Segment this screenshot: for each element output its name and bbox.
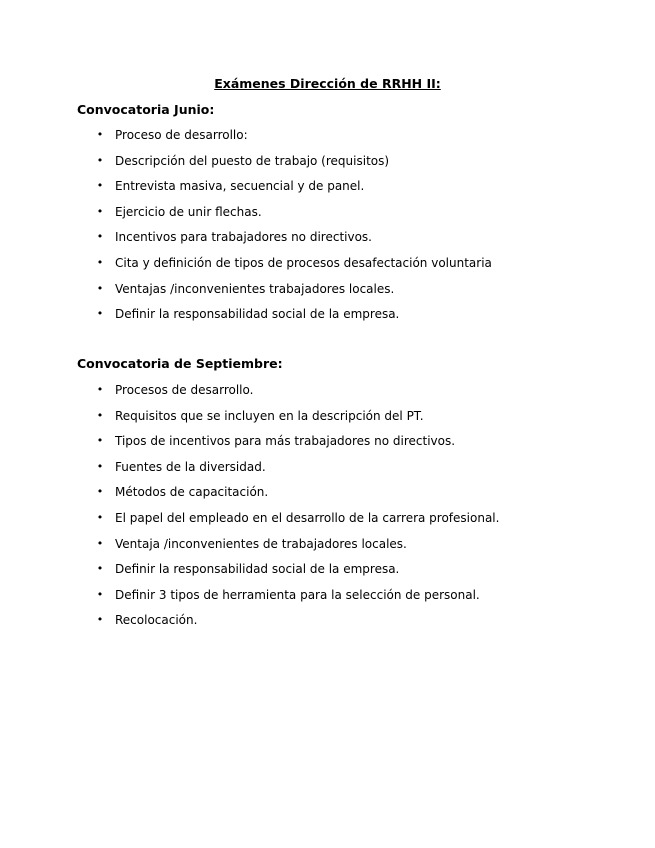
list-item-text: Definir la responsabilidad social de la empresa.	[115, 307, 400, 322]
section-heading-june: Convocatoria Junio:	[77, 102, 215, 117]
bullet-icon: •	[96, 459, 104, 473]
list-item-text: Cita y definición de tipos de procesos desafectación voluntaria	[115, 255, 492, 270]
list-item-text: Requisitos que se incluyen en la descripción del PT.	[115, 408, 424, 423]
list-item-text: Ejercicio de unir flechas.	[115, 204, 262, 219]
bullet-icon: •	[96, 128, 104, 141]
list-item	[95, 408, 615, 434]
list-item	[95, 178, 615, 204]
list-item-text: Incentivos para trabajadores no directivos.	[115, 230, 372, 245]
list-item-text: Ventajas /inconvenientes trabajadores locales.	[115, 281, 395, 296]
list-item	[95, 204, 615, 230]
list-item	[95, 255, 615, 281]
bullet-icon: •	[96, 307, 104, 321]
list-item-text: Tipos de incentivos para más trabajadores no directivos.	[115, 434, 456, 449]
bullet-icon: •	[96, 485, 104, 499]
section-heading-september: Convocatoria de Septiembre:	[77, 356, 283, 371]
bullet-icon: •	[96, 281, 104, 295]
list-item	[95, 536, 615, 562]
list-item-text: Ventaja /inconvenientes de trabajadores locales.	[115, 536, 407, 551]
list-item-text: Procesos de desarrollo.	[115, 383, 254, 397]
list-item	[95, 484, 615, 510]
bullet-icon: •	[96, 562, 104, 576]
list-item-text: Entrevista masiva, secuencial y de panel.	[115, 179, 365, 194]
document-title: Exámenes Dirección de RRHH II:	[214, 76, 441, 91]
bullet-icon: •	[96, 383, 104, 396]
exam-topics-list-june	[95, 127, 615, 332]
list-item-text: Descripción del puesto de trabajo (requisitos)	[115, 153, 390, 168]
list-item	[95, 459, 615, 485]
bullet-icon: •	[96, 230, 104, 244]
exam-topics-list-september	[95, 382, 615, 638]
list-item-text: Definir 3 tipos de herramienta para la selección de personal.	[115, 587, 480, 602]
list-item	[95, 433, 615, 459]
bullet-icon: •	[96, 408, 104, 422]
bullet-icon: •	[96, 255, 104, 269]
list-item	[95, 153, 615, 179]
list-item-text: Fuentes de la diversidad.	[115, 459, 266, 474]
bullet-icon: •	[96, 434, 104, 448]
list-item	[95, 587, 615, 613]
bullet-icon: •	[96, 179, 104, 193]
list-item	[95, 281, 615, 307]
list-item	[95, 229, 615, 255]
list-item	[95, 306, 615, 332]
bullet-icon: •	[96, 510, 104, 524]
list-item	[95, 510, 615, 536]
bullet-icon: •	[96, 587, 104, 601]
bullet-icon: •	[96, 536, 104, 550]
list-item-text: El papel del empleado en el desarrollo de la carrera profesional.	[115, 510, 500, 525]
list-item-text: Proceso de desarrollo:	[115, 128, 248, 142]
list-item	[95, 127, 615, 153]
list-item	[95, 561, 615, 587]
bullet-icon: •	[96, 153, 104, 167]
bullet-icon: •	[96, 204, 104, 218]
bullet-icon: •	[96, 613, 104, 627]
list-item-text: Métodos de capacitación.	[115, 485, 269, 500]
list-item-text: Recolocación.	[115, 613, 198, 628]
list-item-text: Definir la responsabilidad social de la empresa.	[115, 562, 400, 577]
list-item	[95, 382, 615, 408]
list-item	[95, 612, 615, 638]
